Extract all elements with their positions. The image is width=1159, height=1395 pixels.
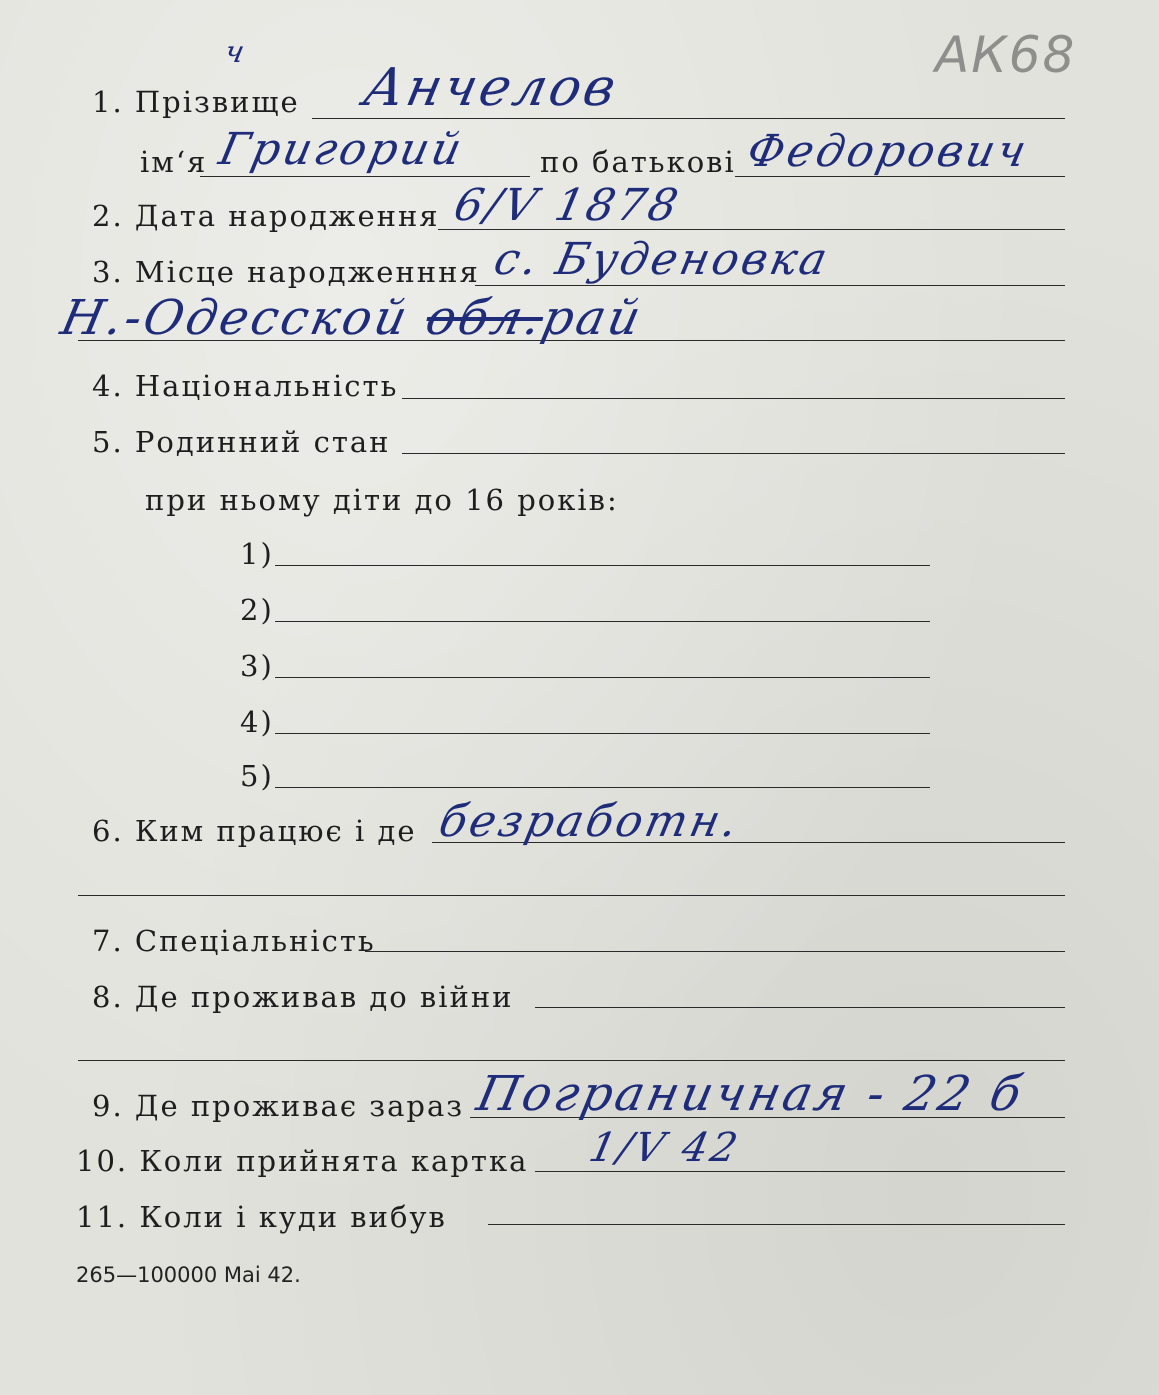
- value-surname: Анчелов: [358, 58, 624, 118]
- line-birth-place: [475, 285, 1065, 286]
- value-birth-place-1: с. Буденовка: [489, 234, 835, 285]
- label-nationality: 4. Національність: [92, 369, 399, 403]
- birth-region: Н.-Одесской: [56, 290, 415, 346]
- line-departure: [488, 1224, 1065, 1225]
- label-prewar-residence: 8. Де проживав до війни: [92, 980, 514, 1014]
- label-specialty: 7. Спеціальність: [92, 924, 376, 958]
- value-first-name: Григорий: [214, 124, 469, 175]
- child-1-line: [275, 565, 930, 566]
- label-departure: 11. Коли і куди вибув: [76, 1200, 447, 1234]
- label-patronymic: по батькові: [540, 145, 736, 179]
- print-code: 265—100000 Mai 42.: [76, 1263, 301, 1287]
- child-4-line: [275, 733, 930, 734]
- line-work-2: [78, 895, 1065, 896]
- child-1-label: 1): [240, 537, 274, 571]
- label-birth-date: 2. Дата народження: [92, 199, 440, 233]
- label-marital-status: 5. Родинний стан: [92, 425, 391, 459]
- child-3-label: 3): [240, 649, 274, 683]
- label-current-residence: 9. Де проживає зараз: [92, 1089, 465, 1123]
- child-4-label: 4): [240, 705, 274, 739]
- line-marital-status: [402, 453, 1065, 454]
- surname-mark: ч: [221, 35, 251, 70]
- line-surname: [312, 118, 1065, 119]
- value-birth-place-2: [56, 290, 649, 346]
- label-first-name: ім‘я: [140, 145, 208, 179]
- line-nationality: [402, 398, 1065, 399]
- line-prewar-residence-2: [78, 1060, 1065, 1061]
- value-card-date: 1/V 42: [585, 1125, 745, 1171]
- value-patronymic: Федорович: [742, 126, 1034, 177]
- child-5-line: [275, 787, 930, 788]
- birth-district: рай: [537, 290, 649, 346]
- child-3-line: [275, 677, 930, 678]
- value-work: безработн.: [434, 796, 745, 847]
- birth-region-struck: обл.: [421, 290, 549, 346]
- label-birth-place: 3. Місце народженння: [92, 255, 480, 289]
- archive-number: АК68: [935, 26, 1077, 84]
- value-current-residence: Пограничная - 22 б: [472, 1066, 1030, 1122]
- label-card-date: 10. Коли прийнята картка: [76, 1144, 529, 1178]
- label-work: 6. Ким працює і де: [92, 814, 417, 848]
- label-children: при ньому діти до 16 років:: [145, 483, 619, 517]
- line-specialty: [365, 951, 1065, 952]
- child-5-label: 5): [240, 759, 274, 793]
- line-card-date: [535, 1171, 1065, 1172]
- line-first-name: [200, 176, 530, 177]
- child-2-label: 2): [240, 593, 274, 627]
- label-surname: 1. Прізвище: [92, 85, 300, 119]
- child-2-line: [275, 621, 930, 622]
- line-prewar-residence: [535, 1007, 1065, 1008]
- value-birth-date: 6/V 1878: [449, 180, 686, 231]
